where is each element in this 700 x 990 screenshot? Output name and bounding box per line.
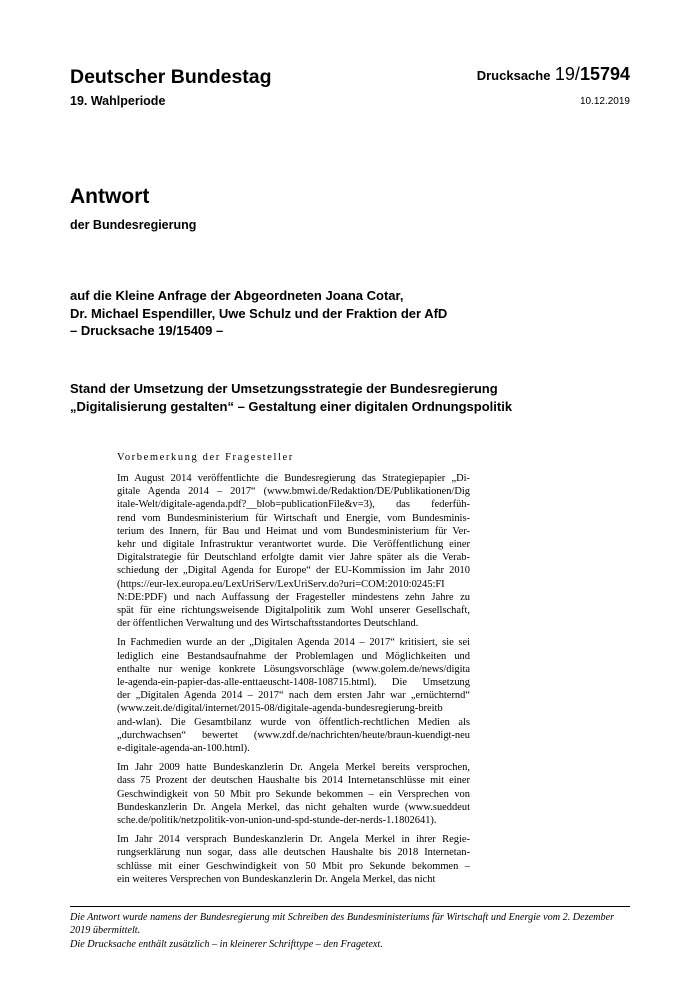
footnote-line: Die Drucksache enthält zusätzlich – in kleinerer Schrifttype – den Fragetext. [70,939,383,950]
footnote [70,912,630,954]
drucksache-id: 15794 [579,64,630,84]
body-line: Im Jahr 2014 versprach Bundeskanzlerin Dr. Angela Merkel in ihrer Regie- [117,834,470,846]
preliminary-heading: Vorbemerkung der Fragesteller [117,452,294,463]
body-line: sche.de/politik/netzpolitik-von-union-und-spd-stunde-der-nerds-1.1802641). [117,815,437,827]
body-line: itale-Welt/digitale-agenda.pdf?__blob=publicationFile&v=3), das federfüh- [117,499,470,511]
body-line: „durchwachsen“ bewertet (www.zdf.de/nachrichten/heute/braun-kuendigt-neu [117,729,470,741]
body-line: In Fachmedien wurde an der „Digitalen Agenda 2014 – 2017“ kritisiert, sie sei [117,637,470,649]
subject-line: Stand der Umsetzung der Umsetzungsstrategie der Bundesregierung [70,381,498,396]
body-line: terium des Innern, für Bau und Heimat und vom Bundesministerium für Ver- [117,525,470,537]
inquiry-line: auf die Kleine Anfrage der Abgeordneten Joana Cotar, [70,288,404,303]
inquiry-reference [70,287,630,340]
footnote-divider [70,906,630,907]
body-line: Geschwindigkeit von 50 Mbit pro Sekunde bekommen – ein Versprechen von [117,788,470,800]
body-line: rungserklärung nun sogar, dass alle deutschen Haushalte bis 2018 Internetan- [117,847,470,859]
body-line: ein weiteres Versprechen von Bundeskanzlerin Dr. Angela Merkel, das nicht [117,873,436,885]
body-paragraph [117,636,470,755]
body-line: Bundeskanzlerin Dr. Angela Merkel, das nicht gehalten wurde (www.sueddeut [117,801,470,813]
body-line: Digitalstrategie für Deutschland erfolgte damit vier Jahre später als die Verab- [117,552,470,564]
body-line: N:DE:PDF) und nach Auffassung der Fragesteller mindestens zehn Jahre zu [117,591,470,603]
body-line: gitale Agenda 2014 – 2017“ (www.bmwi.de/Redaktion/DE/Publikationen/Dig [117,486,470,498]
subject-line: „Digitalisierung gestalten“ – Gestaltung einer digitalen Ordnungspolitik [70,398,513,414]
body-line: Im August 2014 veröffentlichte die Bundesregierung das Strategiepapier „Di- [117,473,470,484]
body-paragraph [117,761,470,827]
document-date: 10.12.2019 [579,96,630,107]
body-line: e-digitale-agenda-an-100.html). [117,743,250,755]
institution-name: Deutscher Bundestag [70,66,272,88]
inquiry-line: Dr. Michael Espendiller, Uwe Schulz und der Fraktion der AfD [70,305,448,321]
body-line: (https://eur-lex.europa.eu/LexUriServ/LexUriServ.do?uri=COM:2010:0245:FI [117,578,445,590]
body-line: (www.zeit.de/digital/internet/2015-08/digitale-agenda-bundesregierung-breitb [117,703,443,715]
body-line: enthalte nur wenige konkrete Lösungsvorschläge (www.golem.de/news/digita [117,663,470,675]
body-paragraph [117,472,470,630]
footnote-line: Die Antwort wurde namens der Bundesregierung mit Schreiben des Bundesministeriums für Wirtschaft und Energie vom 2. Dezember 2019 übermittelt. [70,912,615,936]
drucksache-label: Drucksache [476,68,551,83]
body-line: schiedung der „Digital Agenda for Europe“ der EU-Kommission im Jahr 2010 [117,565,470,577]
body-line: der „Digitalen Agenda 2014 – 2017“ nach dem ersten Jahr war „ernüchternd“ [117,690,470,702]
legislative-period: 19. Wahlperiode [70,94,166,108]
body-line: lediglich eine Bestandsaufnahme der Problemlagen und Möglichkeiten und [117,650,470,662]
body-line: dass 75 Prozent der deutschen Haushalte bis 2014 Internetanschlüsse mit einer [117,775,470,787]
document-type: Antwort [70,185,150,208]
body-paragraph [117,833,470,886]
document-subject [70,380,630,415]
document-author: der Bundesregierung [70,218,197,232]
drucksache-number [477,64,630,85]
drucksache-prefix: 19/ [554,64,580,84]
body-line: rend vom Bundesministerium für Wirtschaft und Energie, vom Bundesminis- [117,512,470,524]
body-line: le-agenda-ein-papier-das-alle-enttaeuscht-1408-108715.html). Die Umsetzung [117,677,470,689]
body-line: schlüsse mit einer Geschwindigkeit von 50 Mbit pro Sekunde bekommen – [117,860,470,872]
body-line: kehr und digitale Infrastruktur verantwortet wurde. Die Veröffentlichung einer [117,539,470,551]
preliminary-body [117,472,470,892]
body-line: der öffentlichen Verwaltung und des Wirtschaftsstandortes Deutschland. [117,618,419,630]
inquiry-line: – Drucksache 19/15409 – [70,323,224,338]
body-line: Im Jahr 2009 hatte Bundeskanzlerin Dr. Angela Merkel bereits versprochen, [117,762,470,774]
body-line: spät für eine richtungsweisende Digitalpolitik zum Wohl unserer Gesellschaft, [117,605,470,617]
body-line: and-wlan). Die Gesamtbilanz wurde von öffentlich-rechtlichen Medien als [117,716,470,728]
